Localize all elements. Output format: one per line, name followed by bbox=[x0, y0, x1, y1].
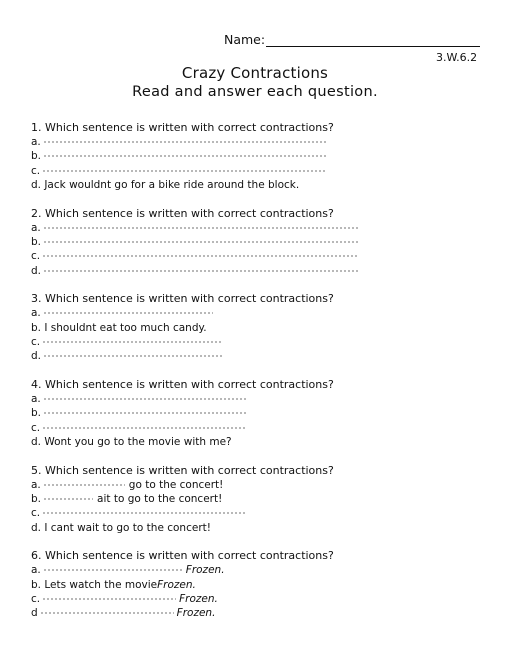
question-5 bbox=[31, 463, 471, 536]
option-a bbox=[31, 392, 471, 406]
option-d bbox=[31, 178, 471, 192]
option-c bbox=[31, 164, 471, 178]
option-letter: b. bbox=[31, 150, 42, 163]
question-2 bbox=[31, 206, 471, 279]
standard-code: 3.W.6.2 bbox=[436, 51, 478, 64]
question-stem: 4. Which sentence is written with correct contractions? bbox=[31, 377, 334, 391]
name-label: Name: bbox=[224, 32, 266, 47]
option-b bbox=[31, 235, 471, 249]
option-text: b. I shouldnt eat too much candy. bbox=[31, 321, 207, 334]
option-a bbox=[31, 306, 471, 320]
question-6 bbox=[31, 548, 471, 621]
faded-text bbox=[42, 427, 247, 429]
question-4 bbox=[31, 377, 471, 450]
faded-text bbox=[43, 398, 248, 400]
option-b bbox=[31, 149, 471, 163]
faded-text bbox=[43, 569, 183, 571]
option-letter: a. bbox=[31, 136, 41, 148]
movie-title: Frozen. bbox=[176, 607, 216, 620]
option-letter: c. bbox=[31, 336, 41, 349]
option-a bbox=[31, 478, 471, 492]
option-a bbox=[31, 135, 471, 149]
faded-text bbox=[42, 512, 247, 514]
option-text: ait to go to the concert! bbox=[97, 492, 223, 505]
name-blank-line[interactable] bbox=[266, 33, 480, 47]
faded-text bbox=[43, 312, 213, 314]
option-letter: c. bbox=[31, 421, 41, 434]
faded-text bbox=[43, 412, 248, 414]
option-a bbox=[31, 563, 471, 577]
movie-title: Frozen. bbox=[179, 592, 218, 605]
faded-text bbox=[43, 241, 358, 243]
movie-title: Frozen. bbox=[157, 578, 196, 591]
option-letter: c. bbox=[31, 592, 41, 605]
option-c bbox=[31, 249, 471, 263]
faded-text bbox=[42, 598, 176, 600]
question-3 bbox=[31, 291, 471, 364]
faded-text bbox=[43, 227, 358, 229]
option-letter: a. bbox=[31, 221, 41, 234]
option-letter: a. bbox=[31, 307, 41, 320]
question-stem: 5. Which sentence is written with correct contractions? bbox=[31, 463, 334, 477]
option-c bbox=[31, 506, 471, 520]
option-text: d. I cant wait to go to the concert! bbox=[31, 521, 211, 534]
option-text: b. Lets watch the movie bbox=[31, 578, 158, 591]
option-letter: d. bbox=[31, 350, 42, 363]
question-stem: 3. Which sentence is written with correct contractions? bbox=[31, 292, 334, 306]
faded-text bbox=[40, 612, 174, 614]
faded-text bbox=[43, 270, 358, 272]
name-field bbox=[224, 32, 480, 47]
option-d bbox=[31, 349, 471, 363]
movie-title: Frozen. bbox=[185, 564, 225, 577]
question-1 bbox=[31, 120, 471, 193]
faded-text bbox=[43, 484, 125, 486]
option-c bbox=[31, 335, 471, 349]
option-letter: c. bbox=[31, 250, 41, 263]
faded-text bbox=[43, 355, 223, 357]
question-stem: 6. Which sentence is written with correct contractions? bbox=[31, 549, 334, 563]
question-stem: 2. Which sentence is written with correct contractions? bbox=[31, 206, 334, 220]
option-letter: d bbox=[31, 607, 38, 620]
option-d bbox=[31, 606, 471, 620]
option-letter: a. bbox=[31, 564, 41, 577]
option-letter: a. bbox=[31, 392, 41, 405]
question-stem: 1. Which sentence is written with correct contractions? bbox=[31, 121, 334, 134]
option-letter: a. bbox=[31, 478, 41, 491]
option-letter: c. bbox=[31, 164, 41, 177]
option-text: d. Wont you go to the movie with me? bbox=[31, 436, 232, 449]
option-d bbox=[31, 435, 471, 449]
worksheet-instructions: Read and answer each question. bbox=[132, 84, 378, 100]
option-b bbox=[31, 406, 471, 420]
option-b bbox=[31, 492, 471, 506]
faded-text bbox=[42, 341, 222, 343]
option-text: d. Jack wouldnt go for a bike ride around the block. bbox=[31, 179, 300, 192]
faded-text bbox=[43, 498, 93, 500]
option-letter: b. bbox=[31, 492, 42, 505]
option-b bbox=[31, 321, 471, 335]
option-b bbox=[31, 578, 471, 592]
option-letter: d. bbox=[31, 264, 42, 277]
option-d bbox=[31, 264, 471, 278]
faded-text bbox=[43, 155, 328, 157]
option-c bbox=[31, 421, 471, 435]
worksheet-title: Crazy Contractions bbox=[181, 64, 329, 82]
option-letter: b. bbox=[31, 236, 42, 249]
faded-text bbox=[42, 255, 357, 257]
question-list bbox=[31, 120, 471, 634]
option-letter: b. bbox=[31, 407, 42, 420]
option-text: go to the concert! bbox=[128, 478, 224, 491]
faded-text bbox=[42, 170, 327, 172]
option-d bbox=[31, 521, 471, 535]
option-a bbox=[31, 221, 471, 235]
faded-text bbox=[43, 141, 328, 143]
option-c bbox=[31, 592, 471, 606]
option-letter: c. bbox=[31, 507, 41, 520]
